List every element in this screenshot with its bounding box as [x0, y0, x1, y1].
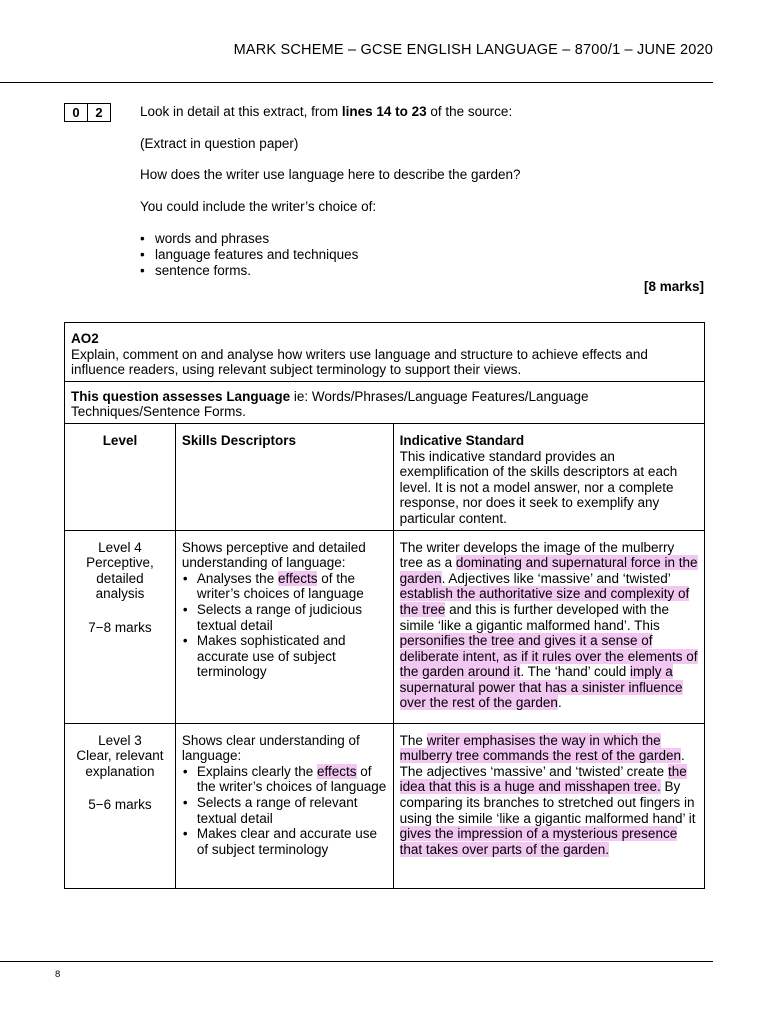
ao-text: Explain, comment on and analyse how writers use language and structure to achieve effects and influence readers, using relevant subject terminology to support their views.	[71, 346, 648, 378]
table-row	[65, 530, 705, 723]
question-number-box	[64, 103, 111, 122]
list-item: • Makes sophisticated and accurate use of subject terminology	[182, 633, 387, 680]
level-marks: 7−8 marks	[88, 619, 152, 635]
skills-header	[175, 423, 393, 530]
level-header-label: Level	[102, 432, 138, 448]
indicative-text: . The ‘hand’ could	[520, 664, 630, 680]
skills-intro: Shows clear understanding of language:	[181, 732, 360, 764]
level-cell	[65, 723, 176, 888]
indicative-intro: This indicative standard provides an exemplification of the skills descriptors at each level. It is not a model answer, nor a complete response, nor does it seek to exemplify any particular content.	[399, 448, 678, 526]
skill-text-end: of the writer’s choices of language	[196, 570, 364, 602]
table-row	[65, 723, 705, 888]
indicative-cell	[393, 723, 704, 888]
ao-cell	[65, 323, 705, 382]
level-cell	[65, 530, 176, 723]
header-row	[65, 423, 705, 530]
highlighted-text: effects	[277, 570, 318, 586]
indicative-cell	[393, 530, 704, 723]
highlighted-text: effects	[316, 763, 357, 779]
question-number-digit: 0	[64, 103, 88, 122]
highlighted-text: the idea that this is a huge and misshapen tree.	[399, 763, 687, 795]
indicative-text: . Adjectives like ‘massive’ and ‘twisted’	[441, 570, 671, 586]
level-label: Level 4	[98, 539, 142, 555]
list-item	[182, 764, 387, 795]
highlighted-text: writer emphasises the way in which the mulberry tree commands the rest of the garden	[399, 732, 681, 764]
list-item: • Selects a range of relevant textual detail	[182, 795, 387, 826]
page-number: 8	[55, 969, 61, 980]
choice-list	[140, 231, 358, 279]
assess-row	[65, 381, 705, 423]
indicative-title: Indicative Standard	[399, 432, 525, 448]
skills-cell	[175, 530, 393, 723]
highlighted-text: dominating and supernatural force in the garden	[399, 555, 698, 586]
header-rule	[0, 82, 713, 83]
highlighted-text: imply a supernatural power that has a sinister influence over the rest of the garden	[399, 664, 683, 711]
indicative-text: By comparing its branches to stretched out fingers in using the simile ‘like a gigantic malformed hand’ it	[399, 779, 696, 826]
assess-text: ie: Words/Phrases/Language Features/Language Techniques/Sentence Forms.	[71, 388, 589, 420]
indicative-text: and this is further developed with the simile ‘like a gigantic malformed hand’. This	[399, 601, 669, 633]
level-description: Perceptive, detailed analysis	[86, 555, 154, 602]
mark-scheme-table	[64, 322, 705, 889]
assess-bold: This question assesses Language	[71, 388, 291, 404]
skills-header-label: Skills Descriptors	[181, 432, 296, 448]
marks-total: [8 marks]	[643, 279, 704, 294]
assess-cell	[65, 381, 705, 423]
skills-cell	[175, 723, 393, 888]
highlighted-text: establish the authoritative size and complexity of the tree	[399, 586, 690, 617]
skill-text: Explains clearly the	[196, 763, 317, 779]
question-prompt: How does the writer use language here to describe the garden?	[140, 167, 521, 182]
indicative-header	[393, 423, 704, 530]
list-item: • language features and techniques	[140, 247, 358, 263]
indicative-text: The	[399, 732, 427, 748]
instruction-lines: lines 14 to 23	[341, 104, 427, 119]
list-item: • Makes clear and accurate use of subject terminology	[182, 826, 387, 857]
highlighted-text: gives the impression of a mysterious presence that takes over parts of the garden.	[399, 826, 678, 857]
indicative-text: . The adjectives ‘massive’ and ‘twisted’ create	[399, 748, 685, 779]
include-intro: You could include the writer’s choice of:	[140, 199, 377, 214]
extract-note: (Extract in question paper)	[140, 136, 299, 151]
level-description: Clear, relevant explanation	[76, 748, 164, 779]
indicative-text: The writer develops the image of the mulberry tree as a	[399, 539, 675, 571]
level-marks: 5−6 marks	[88, 797, 152, 813]
ao-title: AO2	[71, 331, 99, 346]
skill-text: Analyses the	[196, 570, 278, 586]
list-item: • Selects a range of judicious textual detail	[182, 602, 387, 633]
footer-rule	[0, 961, 713, 962]
skills-list	[182, 764, 387, 858]
skills-list	[182, 571, 387, 680]
ao-row	[65, 323, 705, 382]
page-header: MARK SCHEME – GCSE ENGLISH LANGUAGE – 8700/1 – JUNE 2020	[233, 42, 713, 58]
level-label: Level 3	[98, 732, 142, 748]
skill-text-end: of the writer’s choices of language	[196, 763, 387, 795]
level-header	[65, 423, 176, 530]
question-instruction	[140, 104, 512, 119]
skills-intro: Shows perceptive and detailed understanding of language:	[181, 539, 366, 571]
instruction-text-end: of the source:	[426, 104, 513, 119]
indicative-text: .	[557, 695, 562, 711]
list-item: • sentence forms.	[140, 263, 358, 279]
list-item: • words and phrases	[140, 231, 358, 247]
highlighted-text: personifies the tree and gives it a sense of deliberate intent, as if it rules over the elements of the garden around it	[399, 633, 698, 680]
instruction-text: Look in detail at this extract, from	[140, 104, 342, 119]
question-number-digit: 2	[88, 103, 111, 122]
list-item	[182, 571, 387, 602]
